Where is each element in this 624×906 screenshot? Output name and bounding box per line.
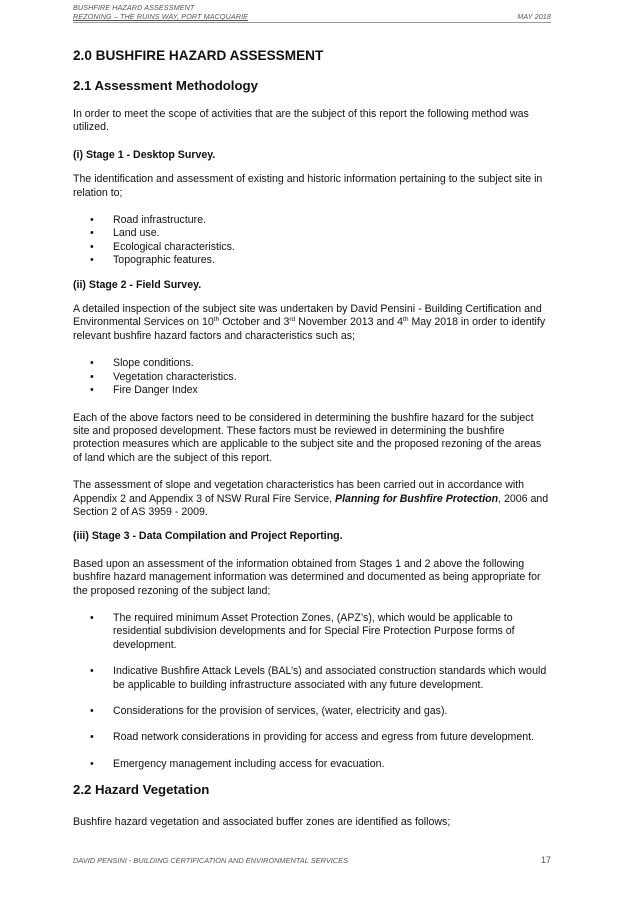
stage3-intro: Based upon an assessment of the information obtained from Stages 1 and 2 above the following bushfire hazard management information was determined and documented as being appropriate for the proposed rezoning of the subject land; <box>73 557 541 597</box>
list-item <box>73 612 551 652</box>
bullet-icon: • <box>90 357 94 370</box>
list-item <box>73 214 551 227</box>
list-item-text: Emergency management including access for evacuation. <box>113 757 385 770</box>
hazard-vegetation-intro: Bushfire hazard vegetation and associated buffer zones are identified as follows; <box>73 816 451 829</box>
stage3-title: (iii) Stage 3 - Data Compilation and Project Reporting. <box>73 530 343 543</box>
stage2-factors-paragraph: Each of the above factors need to be considered in determining the bushfire hazard for the subject site and proposed development. These factors must be reviewed in determining the bushfire protection measures which are applicable to the subject site and the proposed rezoning of the areas of land which are the subject of this report. <box>73 411 542 464</box>
bullet-icon: • <box>90 611 94 624</box>
running-header-title: BUSHFIRE HAZARD ASSESSMENT <box>73 3 195 12</box>
bullet-icon: • <box>90 705 94 717</box>
section-title: 2.0 BUSHFIRE HAZARD ASSESSMENT <box>73 48 324 63</box>
bullet-icon: • <box>90 665 94 678</box>
list-item <box>73 371 551 384</box>
list-item-text: Vegetation characteristics. <box>113 370 237 383</box>
header-divider <box>73 22 551 23</box>
list-item-text: Considerations for the provision of services, (water, electricity and gas). <box>113 705 448 717</box>
footer-company: DAVID PENSINI - BUILDING CERTIFICATION AND ENVIRONMENTAL SERVICES <box>73 856 349 865</box>
assessment-text-part1: The assessment of slope and vegetation characteristics has been carried out in accordance with Appendix 2 and Appendix 3 of NSW Rural Fire Service, <box>73 479 525 505</box>
running-header-subtitle <box>73 12 551 21</box>
bullet-icon: • <box>90 384 94 397</box>
list-item-text: Ecological characteristics. <box>113 240 235 253</box>
list-item-text: Road infrastructure. <box>113 214 207 227</box>
running-header-date: MAY 2018 <box>517 12 551 21</box>
list-item <box>73 254 551 267</box>
bullet-icon: • <box>90 370 94 383</box>
bullet-icon: • <box>90 240 94 253</box>
page-footer <box>73 856 551 865</box>
stage1-intro: The identification and assessment of existing and historic information pertaining to the subject site in relation to; <box>73 173 543 199</box>
stage2-intro-part2: October and 3 <box>219 316 290 329</box>
stage2-intro-part4: May 2018 in order to identify relevant bushfire hazard factors and characteristics such as; <box>73 316 546 342</box>
ordinal-suffix: th <box>213 316 220 324</box>
list-item-text: Land use. <box>113 227 160 240</box>
bullet-icon: • <box>90 227 94 240</box>
subsection-heading-hazard-vegetation: 2.2 Hazard Vegetation <box>73 782 210 798</box>
list-item-text: Fire Danger Index <box>113 384 198 397</box>
list-item <box>73 665 551 692</box>
publication-title: Planning for Bushfire Protection <box>335 492 499 505</box>
assessment-text-part2: , 2006 and Section 2 of AS 3959 - 2009. <box>73 492 549 518</box>
list-item <box>73 384 551 397</box>
ordinal-suffix: rd <box>289 316 296 324</box>
list-item <box>73 705 551 718</box>
bullet-icon: • <box>90 731 94 744</box>
bullet-icon: • <box>90 214 94 227</box>
list-item <box>73 357 551 370</box>
list-item <box>73 731 551 744</box>
list-item <box>73 758 551 771</box>
list-item-text: Topographic features. <box>113 254 215 267</box>
list-item-text: Indicative Bushfire Attack Levels (BAL’s) and associated construction standards which would be applicable to building infrastructure associated with any future development. <box>113 665 547 691</box>
bullet-icon: • <box>90 757 94 770</box>
subsection-heading-methodology: 2.1 Assessment Methodology <box>73 78 258 93</box>
stage1-title: (i) Stage 1 - Desktop Survey. <box>73 148 216 161</box>
list-item-text: Road network considerations in providing for access and egress from future development. <box>113 731 535 744</box>
stage3-list <box>73 612 551 771</box>
stage2-assessment-paragraph <box>73 479 551 519</box>
stage2-intro <box>73 303 551 343</box>
stage2-title: (ii) Stage 2 - Field Survey. <box>73 278 202 291</box>
methodology-intro: In order to meet the scope of activities that are the subject of this report the following method was utilized. <box>73 108 529 134</box>
list-item <box>73 227 551 240</box>
ordinal-suffix: th <box>403 316 409 324</box>
page-number: 17 <box>540 855 551 865</box>
running-header-project: REZONING – THE RUINS WAY, PORT MACQUARIE <box>73 12 249 21</box>
stage2-list <box>73 357 551 397</box>
list-item <box>73 241 551 254</box>
stage2-intro-part1: A detailed inspection of the subject site was undertaken by David Pensini - Building Certification and Environmental Services on 10 <box>73 303 542 329</box>
list-item-text: Slope conditions. <box>113 357 194 370</box>
bullet-icon: • <box>90 254 94 267</box>
list-item-text: The required minimum Asset Protection Zones, (APZ’s), which would be applicable to residential subdivision developments and for Special Fire Protection Purpose forms of development. <box>113 611 515 651</box>
stage2-intro-part3: November 2013 and 4 <box>295 316 403 329</box>
page-body <box>73 48 551 830</box>
stage1-list <box>73 214 551 268</box>
